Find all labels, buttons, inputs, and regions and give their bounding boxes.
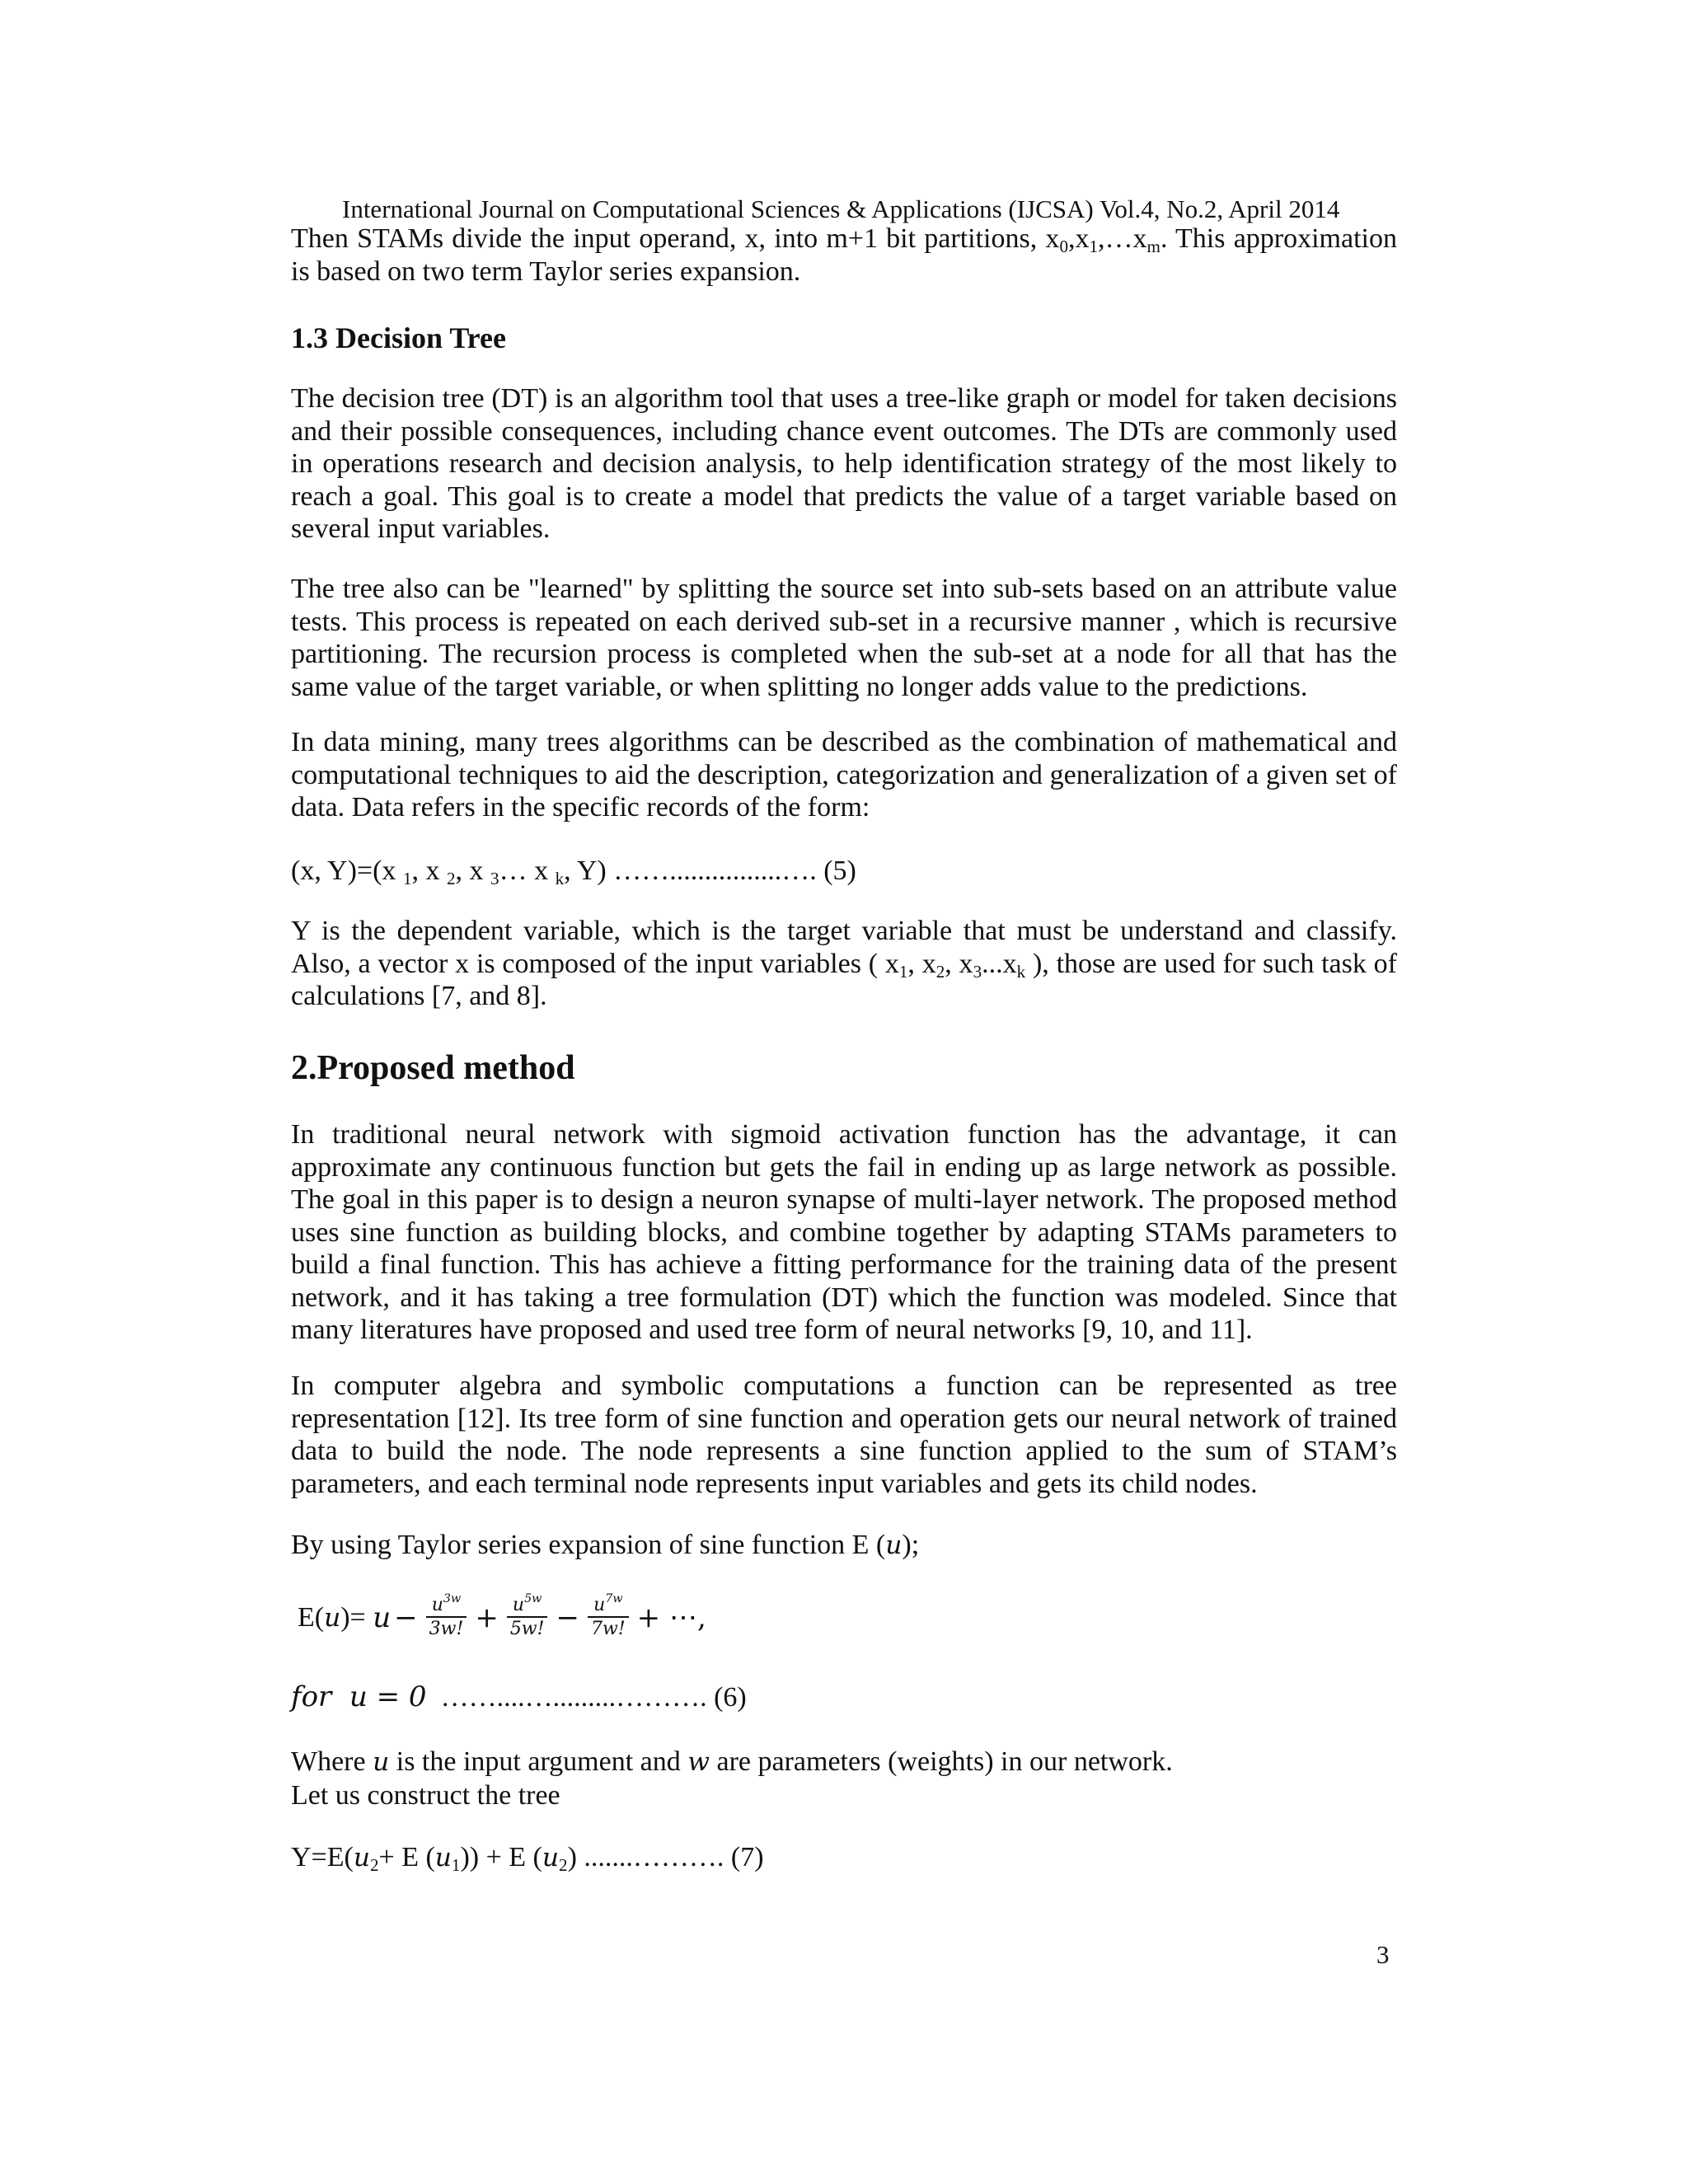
subscript: 1: [898, 961, 908, 982]
text-run: is the input argument and: [389, 1746, 688, 1777]
fraction-3: [588, 1592, 629, 1641]
pm-paragraph-2: In computer algebra and symbolic computations a function can be represented as tree representation [12]. Its tree form of sine function and operation gets our neural network of trained data to build the node. The node represents a sine function applied to the sum of STAM’s parameters, and each terminal node represents input variables and gets its child nodes.: [291, 1371, 1397, 1499]
dt-paragraph-1: The decision tree (DT) is an algorithm tool that uses a tree-like graph or model for taken decisions and their possible consequences, including chance event outcomes. The DTs are commonly used in operations research and decision analysis, to help identification strategy of the most likely to reach a goal. This goal is to create a model that predicts the value of a target variable based on several input variables.: [291, 383, 1397, 544]
fraction-2: [507, 1592, 548, 1641]
operator: −: [394, 1601, 418, 1634]
dt-paragraph-3: In data mining, many trees algorithms can be described as the combination of mathematical and computational techniques to aid the description, categorization and generalization of a given set of data. Data refers in the specific records of the form:: [291, 727, 1397, 823]
subscript: 0: [1059, 236, 1068, 256]
text-run: u: [593, 1595, 606, 1615]
text-run: u: [512, 1595, 525, 1615]
subscript: 1: [402, 868, 412, 888]
text-run: By using Taylor series expansion of sine function E (: [291, 1530, 886, 1560]
text-run: (x, Y)=(x: [291, 855, 403, 886]
subscript: 3: [973, 961, 982, 982]
math-variable: u: [373, 1601, 392, 1634]
dt-paragraph-4: [291, 915, 1397, 1013]
dt-paragraph-2: The tree also can be "learned" by splitting the source set into sub-sets based on an attribute value tests. This process is repeated on each derived sub-set in a recursive manner , which is recursive partitioning. The recursion process is completed when the sub-set at a node for all that has the same value of the target variable, or when splitting no longer adds value to the predictions.: [291, 574, 1397, 702]
pm-paragraph-block-1: [291, 1118, 1397, 1347]
dt-paragraph-block-2: [291, 573, 1397, 703]
dt-paragraph-block-1: [291, 382, 1397, 546]
superscript: 5w: [524, 1592, 542, 1605]
operator-tail: + ⋯,: [636, 1601, 706, 1634]
math-variable: u: [434, 1843, 452, 1872]
text-run: ,x: [1067, 223, 1090, 254]
text-run: Where: [291, 1746, 373, 1777]
equation-6-line: [298, 1592, 1404, 1641]
text-run: are parameters (weights) in our network.: [710, 1746, 1173, 1777]
text-run: ) .......………. (7): [567, 1842, 764, 1872]
section-heading-block: [291, 321, 1397, 355]
subscript: 1: [451, 1854, 461, 1875]
subscript: 3: [490, 868, 499, 888]
operator: +: [475, 1601, 499, 1634]
text-run: … x: [499, 855, 556, 886]
fraction-1: [426, 1592, 467, 1641]
text-run: Then STAMs divide the input operand, x, into m+1 bit partitions, x: [291, 223, 1060, 254]
journal-header: International Journal on Computational Sciences & Applications (IJCSA) Vol.4, No.2, April 2014: [342, 194, 1340, 223]
math-variable: u: [353, 1843, 370, 1872]
subscript: 1: [1089, 236, 1099, 256]
text-run: );: [902, 1530, 920, 1560]
text-run: E(: [298, 1602, 325, 1633]
superscript: 3w: [443, 1592, 462, 1605]
subscript: 2: [369, 1854, 379, 1875]
section-heading-decision-tree: 1.3 Decision Tree: [291, 321, 506, 354]
dt-paragraph-block-4: [291, 915, 1397, 1013]
equation-7-line: [291, 1841, 1397, 1875]
fraction-2-denominator: 5w!: [509, 1619, 545, 1639]
math-variable: u: [542, 1843, 560, 1872]
fraction-1-numerator: [426, 1592, 467, 1618]
text-run: ……....….........………. (6): [426, 1682, 747, 1713]
text-run: ...x: [982, 948, 1017, 979]
text-run: ,…x: [1098, 223, 1147, 254]
equation-6-condition-line: [291, 1681, 1397, 1714]
operator: −: [556, 1601, 579, 1634]
section-heading-block-2: [291, 1047, 1397, 1089]
superscript: 7w: [605, 1592, 623, 1605]
pm-paragraph-block-4: [291, 1746, 1397, 1811]
section-heading-proposed-method: 2.Proposed method: [291, 1049, 575, 1087]
pm-paragraph-1: In traditional neural network with sigmoid activation function has the advantage, it can approximate any continuous function but gets the fail in ending up as large network as possible. The goal in this paper is to design a neuron synapse of multi-layer network. The proposed method uses sine function as building blocks, and combine together by adapting STAMs parameters to build a final function. This has achieve a fitting performance for the training data of the present network, and it has taking a tree formulation (DT) which the function was modeled. Since that many literatures have proposed and used tree form of neural networks [9, 10, and 11].: [291, 1119, 1397, 1345]
math-variable: w: [687, 1747, 710, 1777]
text-run: u: [431, 1595, 443, 1615]
text-run: )) + E (: [460, 1842, 542, 1872]
math-variable: u: [373, 1747, 390, 1777]
pm-paragraph-block-2: [291, 1370, 1397, 1500]
page-number: 3: [1376, 1940, 1390, 1969]
intro-paragraph: [291, 223, 1397, 288]
fraction-3-denominator: 7w!: [590, 1619, 626, 1639]
math-variable: u: [324, 1603, 341, 1633]
text-run: , x: [907, 948, 936, 979]
text-run: , x: [945, 948, 973, 979]
equation-5-line: [291, 855, 1397, 888]
dt-paragraph-block-3: [291, 726, 1397, 824]
math-variable: u: [885, 1530, 903, 1560]
text-run: Y is the dependent variable, which is the target variable that must be understand and classify. Also, a vector x is composed of the input variables ( x: [291, 916, 1397, 979]
equation-5: [291, 855, 1397, 888]
subscript: k: [555, 868, 565, 888]
pm-paragraph-3: [291, 1529, 1397, 1563]
equation-7: [291, 1841, 1397, 1875]
text-run: )=: [340, 1602, 373, 1633]
subscript: m: [1146, 236, 1160, 256]
intro-block: [291, 223, 1397, 288]
subscript: 2: [446, 868, 456, 888]
text-run: , x: [455, 855, 491, 886]
pm-paragraph-5: Let us construct the tree: [291, 1779, 560, 1811]
subscript: 2: [559, 1854, 568, 1875]
pm-paragraph-block-3: [291, 1529, 1397, 1563]
equation-6-expansion: [298, 1592, 1404, 1641]
text-run: , Y) ……................…. (5): [564, 855, 856, 886]
subscript: 2: [935, 961, 945, 982]
fraction-1-denominator: 3w!: [429, 1619, 464, 1639]
math-condition: for u = 0: [291, 1680, 427, 1713]
text-run: . This approximation is based on two term Taylor series expansion.: [291, 223, 1397, 287]
text-run: ), those are used for such task of calculations [7, and 8].: [291, 948, 1397, 1011]
text-run: + E (: [378, 1842, 435, 1872]
fraction-2-numerator: [507, 1592, 548, 1618]
fraction-3-numerator: [588, 1592, 629, 1618]
subscript: k: [1016, 961, 1026, 982]
text-run: , x: [411, 855, 447, 886]
equation-6-condition: [291, 1681, 1397, 1714]
text-run: Y=E(: [291, 1842, 354, 1872]
pm-paragraph-4: [291, 1746, 1397, 1779]
